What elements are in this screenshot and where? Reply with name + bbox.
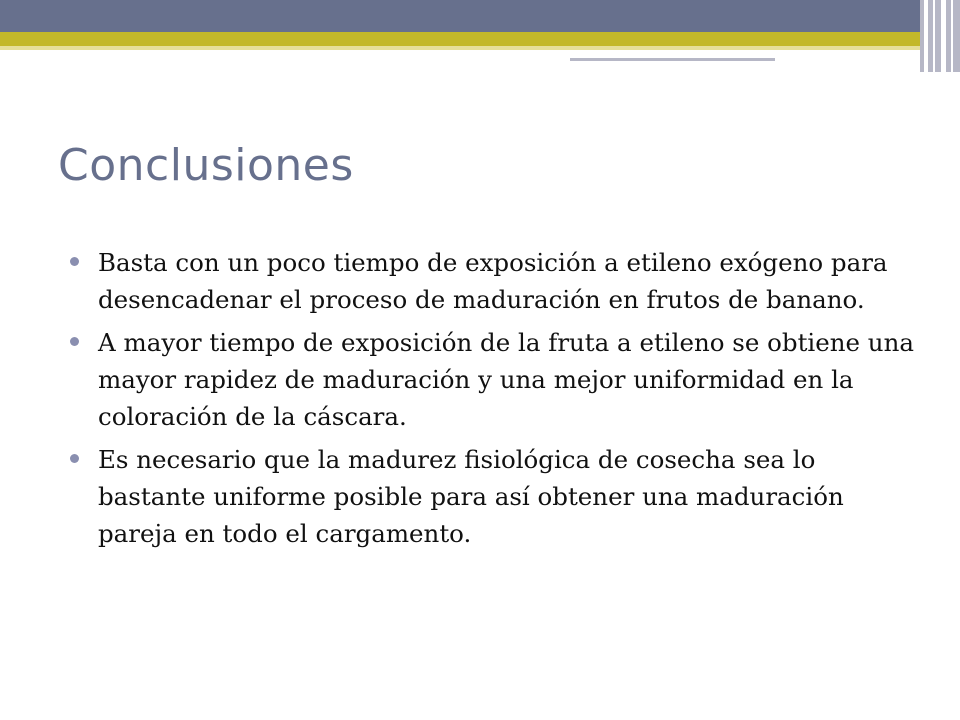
- decorative-pillars: [920, 0, 960, 72]
- bullet-text: A mayor tiempo de exposición de la fruta a etileno se obtiene una mayor rapidez de maduración y una mejor uniformidad en la coloración de la cáscara.: [98, 328, 914, 431]
- decorative-line: [570, 50, 890, 52]
- bullet-icon: [70, 454, 79, 463]
- bullet-text: Basta con un poco tiempo de exposición a etileno exógeno para desencadenar el proceso de maduración en frutos de banano.: [98, 248, 888, 314]
- accent-stripe: [0, 32, 960, 46]
- top-banner: [0, 0, 960, 32]
- bullet-icon: [70, 257, 79, 266]
- bullet-item: [70, 441, 920, 552]
- pillar-stripe: [924, 0, 928, 72]
- pillar-stripe: [941, 0, 946, 72]
- bullet-text: Es necesario que la madurez fisiológica de cosecha sea lo bastante uniforme posible para así obtener una maduración pareja en todo el cargamento.: [98, 445, 844, 548]
- pillar-stripe: [951, 0, 953, 72]
- pillar-stripe: [933, 0, 935, 72]
- bullet-icon: [70, 337, 79, 346]
- decorative-line-gray: [570, 58, 775, 61]
- bullet-list: [70, 244, 920, 558]
- slide-title: Conclusiones: [58, 140, 354, 191]
- bullet-item: [70, 324, 920, 435]
- bullet-item: [70, 244, 920, 318]
